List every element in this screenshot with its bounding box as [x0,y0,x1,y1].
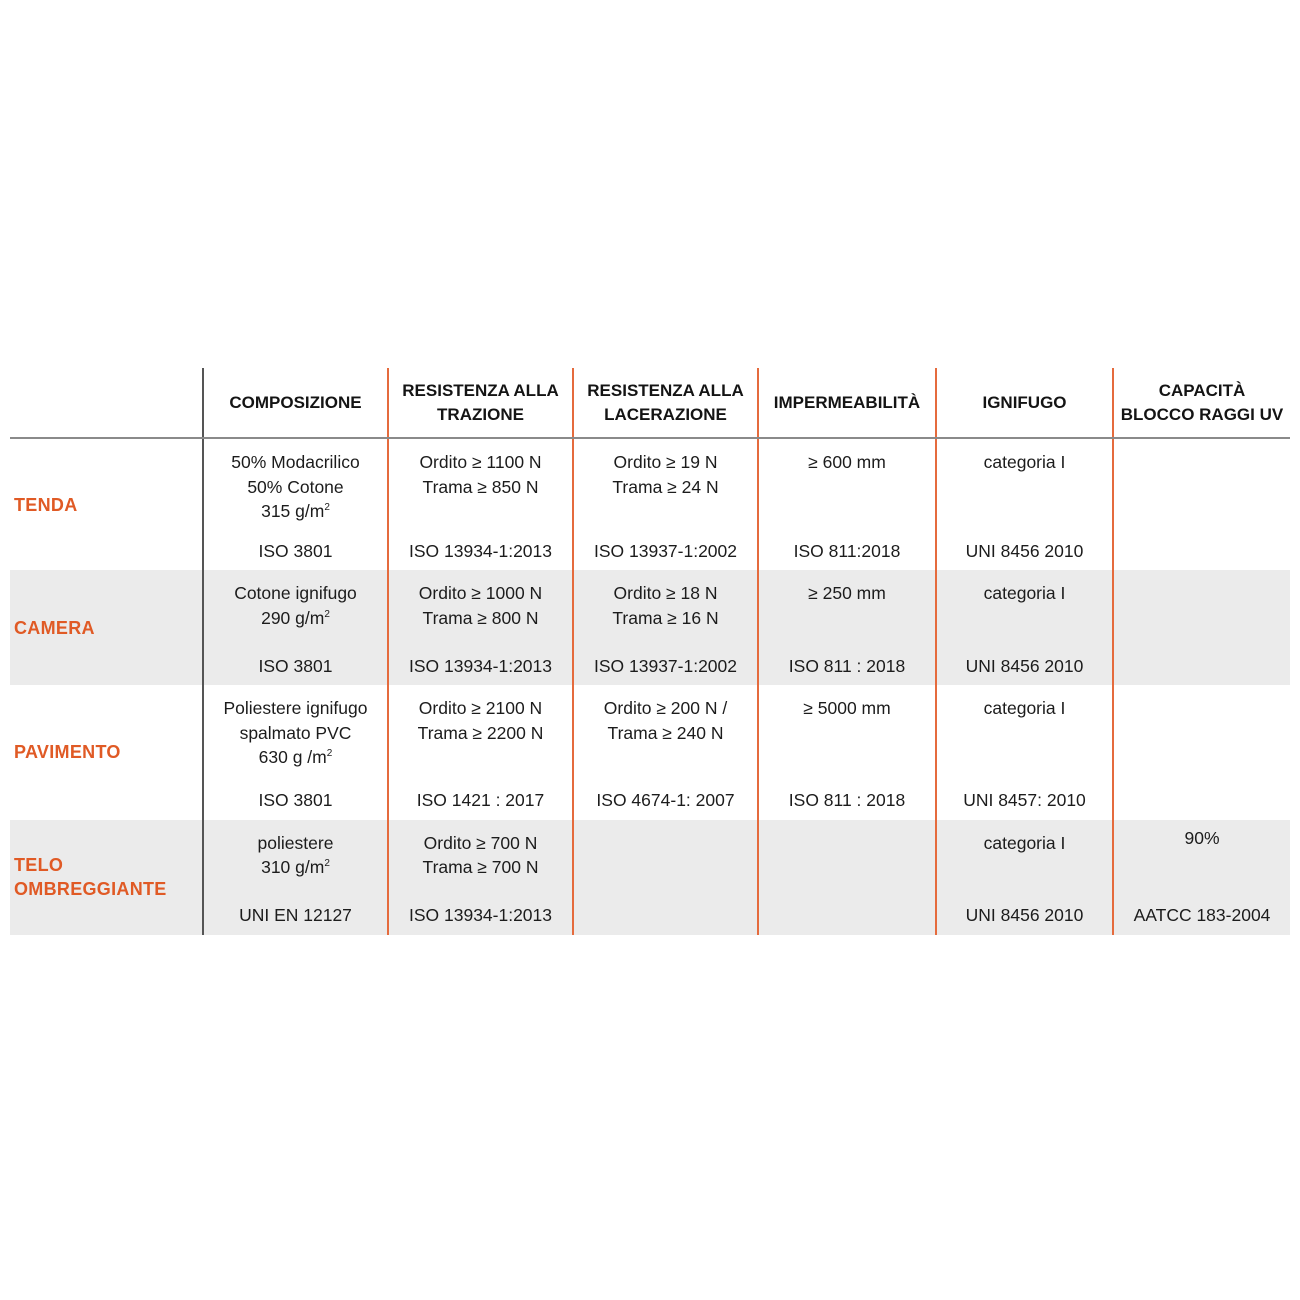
cell-trazione-standard: ISO 1421 : 2017 [388,788,573,820]
cell-line: Cotone ignifugo [234,583,357,603]
cell-line: 290 $g/m^2$ [261,607,330,628]
cell-lacerazione-standard: ISO 13937-1:2002 [573,639,758,685]
cell-ignifugo-value [936,685,1113,788]
cell-impermeabilita-value [758,438,936,536]
header-trazione [388,368,573,438]
cell-uv-value [1113,685,1290,788]
cell-line: BLOCCO RAGGI UV [1120,404,1284,424]
cell-line: 50% Modacrilico [231,452,360,472]
cell-line: LACERAZIONE [604,404,727,424]
cell-trazione-value [388,685,573,788]
cell-line: TENDA [14,494,78,515]
cell-line: TRAZIONE [437,404,524,424]
cell-line: RESISTENZA ALLA [587,380,744,400]
cell-line: IMPERMEABILITÀ [773,392,921,412]
cell-lacerazione-value [573,820,758,889]
cell-ignifugo-standard: UNI 8456 2010 [936,889,1113,935]
cell-line: categoria I [983,452,1066,472]
cell-line: CAMERA [14,617,95,638]
cell-impermeabilita-standard: ISO 811 : 2018 [758,639,936,685]
cell-line: Trama ≥ 850 N [422,476,539,497]
cell-ignifugo-standard: UNI 8456 2010 [936,639,1113,685]
cell-trazione-value [388,438,573,536]
cell-uv-standard [1113,536,1290,570]
cell-uv-value [1113,438,1290,536]
cell-line: ≥ 5000 mm [803,698,891,718]
cell-line: Ordito ≥ 19 N [613,452,718,472]
cell-line: OMBREGGIANTE [14,879,167,899]
cell-line: Trama ≥ 800 N [422,607,539,628]
cell-lacerazione-standard: ISO 13937-1:2002 [573,536,758,570]
header-uv [1113,368,1290,438]
cell-line: IGNIFUGO [982,392,1067,412]
cell-line: Ordito ≥ 18 N [613,583,718,603]
cell-composizione-standard: ISO 3801 [203,788,388,820]
cell-ignifugo-standard: UNI 8457: 2010 [936,788,1113,820]
header-label [10,368,203,438]
cell-lacerazione-value [573,570,758,639]
cell-impermeabilita-standard [758,889,936,935]
cell-line: spalmato PVC [239,722,352,743]
cell-line: CAPACITÀ [1158,380,1246,400]
row-label [10,820,203,935]
cell-lacerazione-standard: ISO 4674-1: 2007 [573,788,758,820]
cell-line: TELO [14,855,64,875]
cell-composizione-value [203,820,388,889]
cell-line: RESISTENZA ALLA [402,380,559,400]
cell-ignifugo-value [936,820,1113,889]
cell-line: Trama ≥ 16 N [612,607,719,628]
cell-trazione-value [388,570,573,639]
cell-lacerazione-value [573,438,758,536]
cell-uv-value [1113,820,1290,889]
cell-line: 630 g $/m^2$ [258,747,333,767]
cell-lacerazione-standard [573,889,758,935]
cell-line: Ordito ≥ 2100 N [418,698,543,718]
cell-line: Trama ≥ 2200 N [417,722,544,743]
cell-line: PAVIMENTO [14,742,121,763]
cell-line: 90% [1184,827,1220,848]
cell-line: categoria I [983,698,1066,718]
header-impermeabilita [758,368,936,438]
row-label [10,570,203,685]
table-row-values [10,570,1290,639]
table-body [10,438,1290,935]
cell-composizione-value [203,685,388,788]
cell-impermeabilita-value [758,685,936,788]
cell-impermeabilita-standard: ISO 811 : 2018 [758,788,936,820]
cell-ignifugo-value [936,438,1113,536]
cell-impermeabilita-value [758,570,936,639]
row-label [10,685,203,820]
cell-uv-standard [1113,639,1290,685]
cell-line: Trama ≥ 24 N [612,476,719,497]
cell-trazione-standard: ISO 13934-1:2013 [388,639,573,685]
header-composizione [203,368,388,438]
cell-ignifugo-value [936,570,1113,639]
cell-line: Ordito ≥ 1100 N [419,452,542,472]
cell-line: poliestere [257,832,334,853]
cell-line: Trama ≥ 700 N [422,857,539,877]
cell-uv-standard [1113,788,1290,820]
cell-line: Ordito ≥ 200 N / [603,698,728,718]
cell-line: 310 $g/m^2$ [261,857,330,877]
cell-line: categoria I [983,583,1066,603]
row-label [10,438,203,570]
cell-line: Ordito ≥ 700 N [423,832,538,853]
cell-trazione-standard: ISO 13934-1:2013 [388,889,573,935]
cell-impermeabilita-value [758,820,936,889]
cell-trazione-value [388,820,573,889]
cell-line: 315 $g/m^2$ [261,501,330,521]
cell-lacerazione-value [573,685,758,788]
cell-line: 50% Cotone [247,476,344,497]
header-lacerazione [573,368,758,438]
cell-trazione-standard: ISO 13934-1:2013 [388,536,573,570]
cell-impermeabilita-standard: ISO 811:2018 [758,536,936,570]
table-row-values [10,820,1290,889]
cell-line: Poliestere ignifugo [223,698,368,718]
table-header-row [10,368,1290,438]
cell-line: Ordito ≥ 1000 N [418,583,543,603]
cell-composizione-standard: UNI EN 12127 [203,889,388,935]
cell-uv-standard: AATCC 183-2004 [1113,889,1290,935]
cell-line: COMPOSIZIONE [229,392,362,412]
cell-line: ≥ 250 mm [808,583,886,603]
cell-line: ≥ 600 mm [808,452,886,472]
fabric-spec-table [10,368,1290,935]
cell-ignifugo-standard: UNI 8456 2010 [936,536,1113,570]
header-ignifugo [936,368,1113,438]
cell-composizione-value [203,570,388,639]
cell-line: Trama ≥ 240 N [607,722,724,743]
cell-composizione-value [203,438,388,536]
cell-composizione-standard: ISO 3801 [203,639,388,685]
table-row-values [10,438,1290,536]
cell-composizione-standard: ISO 3801 [203,536,388,570]
table-row-values [10,685,1290,788]
cell-line: categoria I [983,832,1066,853]
cell-uv-value [1113,570,1290,639]
